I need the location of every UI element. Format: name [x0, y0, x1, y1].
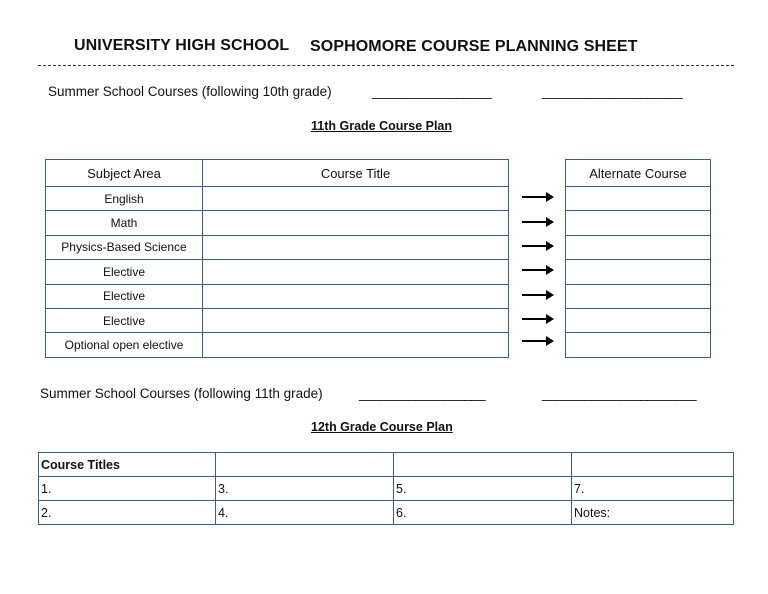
course-title-cell[interactable] — [203, 235, 509, 259]
alternate-course-cell[interactable] — [566, 211, 711, 235]
header-cell — [572, 453, 734, 477]
course-slot[interactable]: 4. — [216, 501, 394, 525]
course-title-cell[interactable] — [203, 260, 509, 284]
right-arrow-icon — [522, 264, 554, 276]
alternate-course-table — [565, 159, 711, 358]
right-arrow-icon — [522, 240, 554, 252]
course-title-cell[interactable] — [203, 187, 509, 211]
right-arrow-icon — [522, 335, 554, 347]
course-title-cell[interactable] — [203, 211, 509, 235]
summer-11-label: Summer School Courses (following 11th grade) — [40, 386, 323, 401]
summer-11-blank-1[interactable]: __________________ — [359, 386, 486, 401]
course-slot[interactable]: 2. — [39, 501, 216, 525]
alternate-course-cell[interactable] — [566, 333, 711, 357]
notes-cell[interactable]: Notes: — [572, 501, 734, 525]
subject-cell: Elective — [46, 284, 203, 308]
alternate-course-cell[interactable] — [566, 284, 711, 308]
course-slot[interactable]: 5. — [394, 477, 572, 501]
subject-cell: English — [46, 187, 203, 211]
course-title-cell[interactable] — [203, 284, 509, 308]
summer-10-blank-2[interactable]: ____________________ — [542, 84, 683, 99]
grade-11-heading: 11th Grade Course Plan — [311, 119, 453, 133]
course-slot[interactable]: 7. — [572, 477, 734, 501]
grade-12-plan-table — [38, 452, 734, 525]
dashed-divider — [38, 65, 734, 66]
right-arrow-icon — [522, 289, 554, 301]
right-arrow-icon — [522, 216, 554, 228]
alternate-course-cell[interactable] — [566, 308, 711, 332]
sheet-title: SOPHOMORE COURSE PLANNING SHEET — [310, 38, 638, 55]
right-arrow-icon — [522, 191, 554, 203]
grade-11-plan-table — [45, 159, 509, 358]
subject-cell: Elective — [46, 308, 203, 332]
course-title-header: Course Title — [203, 160, 509, 187]
alternate-course-cell[interactable] — [566, 187, 711, 211]
subject-cell: Optional open elective — [46, 333, 203, 357]
course-title-cell[interactable] — [203, 333, 509, 357]
subject-cell: Physics-Based Science — [46, 235, 203, 259]
subject-cell: Elective — [46, 260, 203, 284]
alternate-course-cell[interactable] — [566, 260, 711, 284]
subject-area-header: Subject Area — [46, 160, 203, 187]
school-name: UNIVERSITY HIGH SCHOOL — [74, 37, 290, 54]
header-cell — [394, 453, 572, 477]
grade-12-heading: 12th Grade Course Plan — [311, 420, 453, 434]
summer-11-blank-2[interactable]: ______________________ — [542, 386, 697, 401]
right-arrow-icon — [522, 313, 554, 325]
course-titles-header: Course Titles — [39, 453, 216, 477]
course-slot[interactable]: 1. — [39, 477, 216, 501]
header-cell — [216, 453, 394, 477]
summer-10-label: Summer School Courses (following 10th grade) — [48, 84, 332, 99]
course-title-cell[interactable] — [203, 308, 509, 332]
alternate-course-cell[interactable] — [566, 235, 711, 259]
course-slot[interactable]: 3. — [216, 477, 394, 501]
subject-cell: Math — [46, 211, 203, 235]
course-slot[interactable]: 6. — [394, 501, 572, 525]
alternate-course-header: Alternate Course — [566, 160, 711, 187]
summer-10-blank-1[interactable]: _________________ — [372, 84, 492, 99]
